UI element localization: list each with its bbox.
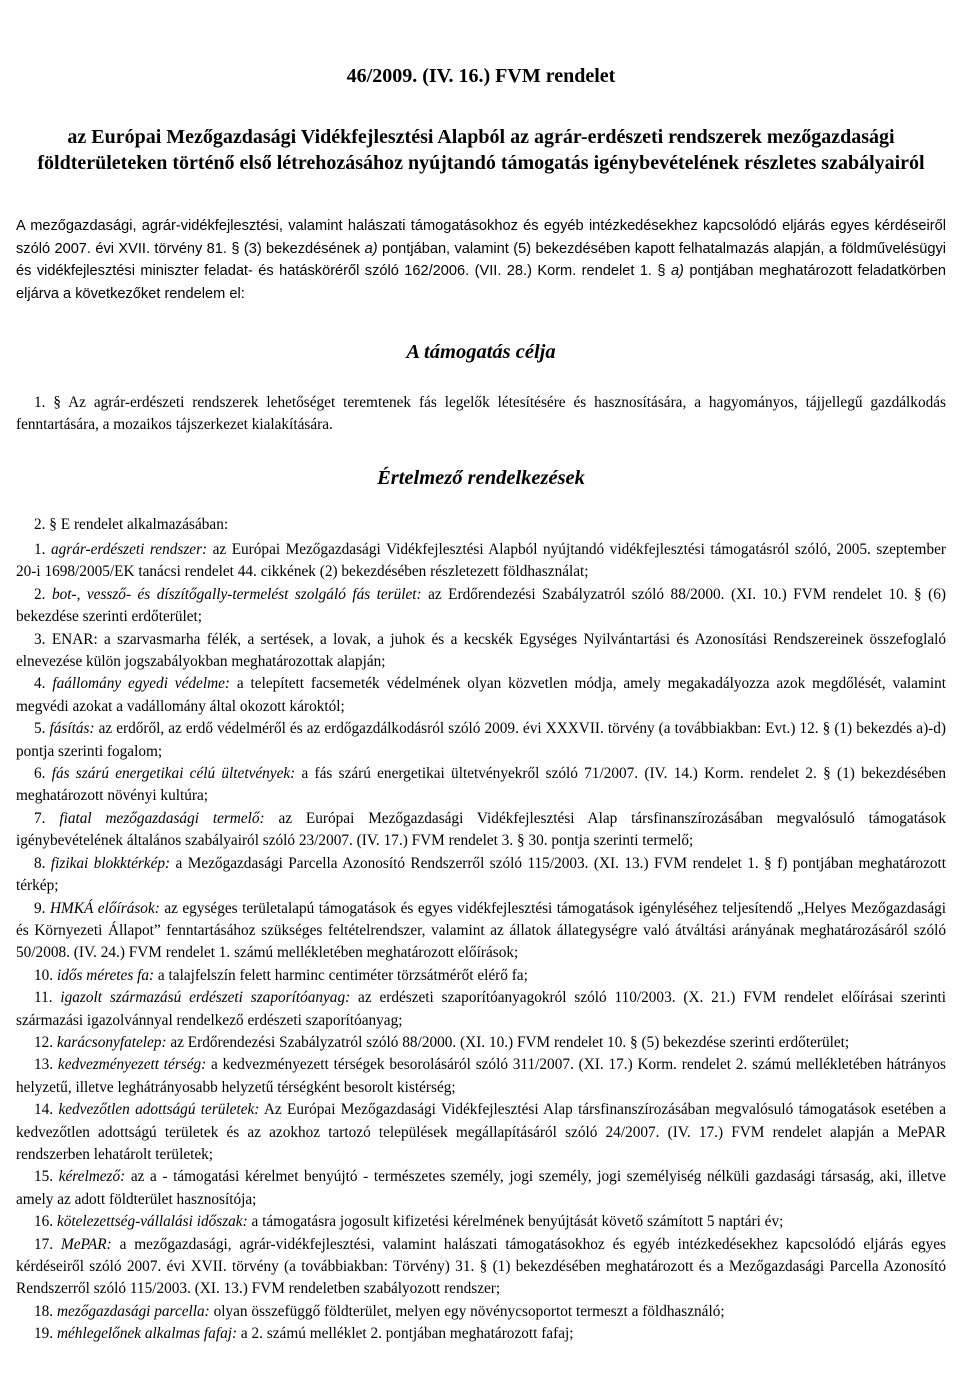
definition-item — [16, 853, 946, 898]
definition-item — [16, 1301, 946, 1323]
definition-text: a 2. számú melléklet 2. pontjában meghatározott fafaj; — [237, 1325, 574, 1343]
definition-text: ENAR: a szarvasmarha félék, a sertések, a lovak, a juhok és a kecskék Egységes Nyilvántartási és Azonosítási Rendszereinek összefoglaló elnevezése külön jogszabályokban meghatározottak alapján; — [16, 630, 947, 671]
definition-term: idős méretes fa: — [56, 966, 155, 984]
definition-term: kedvezményezett térség: — [57, 1056, 207, 1074]
definition-item — [16, 1234, 946, 1301]
definition-number: 16. — [34, 1213, 57, 1231]
definition-item — [16, 1032, 946, 1054]
section-heading-definitions: Értelmező rendelkezések — [377, 467, 585, 489]
definition-number: 6. — [34, 765, 52, 783]
definition-item — [16, 629, 946, 674]
definition-item — [16, 1054, 946, 1099]
definition-number: 4. — [34, 675, 53, 693]
definition-number: 10. — [34, 966, 57, 984]
definition-term: agrár-erdészeti rendszer: — [50, 541, 208, 558]
definition-item — [16, 1211, 946, 1233]
definition-number: 3. — [34, 630, 52, 648]
definition-item — [16, 1323, 946, 1345]
definition-term: kedvezőtlen adottságú területek: — [58, 1101, 260, 1119]
document-title: 46/2009. (IV. 16.) FVM rendelet — [346, 65, 616, 87]
preamble-text: pontjában meghatározott feladatkörben eljárva a következőket rendelem el: — [16, 263, 946, 302]
definition-item — [16, 898, 946, 965]
definition-number: 14. — [34, 1101, 59, 1119]
definition-number: 5. — [34, 720, 50, 738]
definition-item — [16, 673, 946, 718]
definition-number: 12. — [34, 1033, 57, 1051]
definition-item — [16, 965, 946, 987]
definition-term: igazolt származású erdészeti szaporítóanyag: — [60, 989, 351, 1007]
definition-text: a talajfelszín felett harminc centiméter törzsátmérőt elérő fa; — [154, 966, 528, 984]
definition-term: kötelezettség-vállalási időszak: — [56, 1213, 248, 1231]
definition-term: fiatal mezőgazdasági termelő: — [59, 809, 265, 827]
section-1-text: 1. § Az agrár-erdészeti rendszerek lehetőséget teremtenek fás legelők létesítésére és hasznosítására, a hagyományos, tájjellegű gazdálkodás fenntartására, a mozaikos tájszerkezet kialakítására. — [16, 394, 946, 434]
definition-text: a támogatásra jogosult kifizetési kérelmének benyújtását követő számított 5 naptári év; — [247, 1213, 784, 1231]
definition-number: 19. — [34, 1325, 57, 1343]
definition-number: 13. — [34, 1056, 58, 1074]
definition-text: az Európai Mezőgazdasági Vidékfejlesztési Alap társfinanszírozásában megvalósuló támogatások igénybevételének általános szabályairól szóló 23/2007. (IV. 17.) FVM rendelet 3. § 30. pontja szerinti termelő; — [16, 809, 946, 850]
definition-text: az a - támogatási kérelmet benyújtó - természetes személy, jogi személy, jogi személyiség nélküli gazdasági társaság, aki, illetve amely az adott földterület hasznosítója; — [16, 1168, 946, 1208]
definition-number: 1. — [34, 541, 51, 558]
definition-term: fás szárú energetikai célú ültetvények: — [51, 765, 296, 783]
definition-item — [16, 1099, 946, 1166]
definition-text: az erdőről, az erdő védelméről és az erdőgazdálkodásról szóló 2009. évi XXXVII. törvény (a továbbiakban: Evt.) 12. § (1) bekezdés a)-d) pontja szerinti fogalom; — [16, 720, 947, 760]
definition-text: olyan összefüggő földterület, melyen egy növénycsoportot termeszt a földhasználó; — [209, 1302, 725, 1320]
definitions-list — [16, 539, 946, 1346]
preamble — [16, 215, 946, 305]
definition-number: 11. — [34, 989, 61, 1007]
preamble-point-ref: a) — [670, 263, 684, 280]
definition-text: a fás szárú energetikai ültetvényekről szóló 71/2007. (IV. 14.) Korm. rendelet 2. § (1) bekezdésében meghatározott növényi kultúra; — [16, 765, 946, 805]
definition-number: 2. — [34, 585, 52, 603]
definition-term: méhlegelőnek alkalmas fafaj: — [56, 1325, 238, 1343]
preamble-text: pontjában, valamint (5) bekezdésében kapott felhatalmazás alapján, a földművelésügyi és vidékfejlesztési miniszter feladat- és hatásköréről szóló 162/2006. (VII. 28.) Korm. rendelet 1. § — [16, 240, 946, 280]
definition-term: kérelmező: — [58, 1168, 126, 1186]
definition-text: az Európai Mezőgazdasági Vidékfejlesztési Alapból nyújtandó vidékfejlesztési támogatásról szóló, 2005. szeptember 20-i 1698/2005/EK tanácsi rendelet 44. cikkének (2) bekezdésében részletezett földhasználat; — [16, 541, 946, 581]
definition-text: az egységes területalapú támogatások és egyes vidékfejlesztési támogatások igényléséhez teljesítendő „Helyes Mezőgazdasági és Környezeti Állapot” fenntartásához szükséges feltételrendszer, valamint az állatok állategységre való átváltási arányának meghatározásáról szóló 50/2008. (IV. 24.) FVM rendelet 1. számú mellékletében meghatározott előírások; — [16, 899, 947, 962]
definition-number: 7. — [34, 809, 60, 827]
definition-term: MePAR: — [61, 1235, 112, 1253]
definition-term: bot-, vessző- és díszítőgally-termelést szolgáló fás terület: — [51, 585, 422, 603]
definition-item — [16, 539, 946, 584]
definition-text: az erdészeti szaporítóanyagokról szóló 110/2003. (X. 21.) FVM rendelet előírásai szerinti származási igazolvánnyal rendelkező erdészeti szaporítóanyag; — [16, 989, 946, 1029]
section-heading-purpose: A támogatás célja — [406, 341, 556, 363]
definition-term: faállomány egyedi védelme: — [52, 675, 231, 693]
definition-item — [16, 987, 946, 1032]
definition-term: HMKÁ előírások: — [49, 899, 160, 917]
preamble-text: A mezőgazdasági, agrár-vidékfejlesztési, valamint halászati támogatásokhoz és egyéb intézkedésekhez kapcsolódó eljárás egyes kérdéseiről szóló 2007. évi XVII. törvény 81. § (3) bekezdésének — [16, 218, 946, 257]
definition-term: fásítás: — [49, 720, 95, 738]
definition-text: a telepített facsemeték védelmének olyan közvetlen módja, amely megakadályozza azok megdőlését, valamint megvédi azokat a vadállomány által okozott károktól; — [16, 675, 947, 715]
definition-term: karácsonyfatelep: — [56, 1033, 167, 1051]
definition-text: Az Európai Mezőgazdasági Vidékfejlesztési Alap társfinanszírozásában megvalósuló támogatások esetében a kedvezőtlen adottságú területek és az azokhoz tartozó települések megállapításáról szóló 24/2007. (IV. 17.) FVM rendelet alapján a MePAR rendszerben lehatárolt területek; — [16, 1101, 946, 1163]
definition-text: a Mezőgazdasági Parcella Azonosító Rendszerről szóló 115/2003. (XI. 13.) FVM rendelet 1. § f) pontjában meghatározott térkép; — [16, 854, 947, 895]
definition-number: 17. — [34, 1235, 62, 1253]
definition-number: 9. — [34, 899, 50, 917]
definition-text: az Erdőrendezési Szabályzatról szóló 88/2000. (XI. 10.) FVM rendelet 10. § (6) bekezdése szerinti erdőterület; — [16, 585, 947, 626]
definition-item — [16, 808, 946, 853]
section-2-intro: 2. § E rendelet alkalmazásában: — [34, 516, 229, 533]
definition-term: mezőgazdasági parcella: — [56, 1302, 210, 1320]
definition-item — [16, 584, 946, 629]
definition-number: 15. — [34, 1168, 59, 1186]
document-subtitle: az Európai Mezőgazdasági Vidékfejlesztési Alapból az agrár-erdészeti rendszerek mezőgazdasági földterületeken történő első létrehozásához nyújtandó támogatás igénybevételének részletes szabályairól — [37, 126, 925, 174]
preamble-point-ref: a) — [364, 240, 378, 257]
definition-text: a kedvezményezett térségek besorolásáról szóló 311/2007. (XI. 17.) Korm. rendelet 2. számú mellékletében hátrányos helyzetű, illetve leghátrányosabb helyzetű térségként besorolt kistérség; — [16, 1056, 946, 1096]
definition-number: 18. — [34, 1302, 57, 1320]
definition-term: fizikai blokktérkép: — [50, 854, 171, 872]
definition-item — [16, 763, 946, 808]
definition-item — [16, 1166, 946, 1211]
definition-item — [16, 718, 946, 763]
definition-text: az Erdőrendezési Szabályzatról szóló 88/2000. (XI. 10.) FVM rendelet 10. § (5) bekezdése szerinti erdőterület; — [166, 1033, 850, 1051]
definition-number: 8. — [34, 854, 51, 872]
definition-text: a mezőgazdasági, agrár-vidékfejlesztési, valamint halászati támogatásokhoz és egyéb intézkedésekhez kapcsolódó eljárás egyes kérdéseiről szóló 2007. évi XVII. törvény (a továbbiakban: Törvény) 31. § (1) bekezdésében meghatározott és a Mezőgazdasági Parcella Azonosító Rendszerről szóló 115/2003. (XI. 13.) FVM rendeletben szabályozott rendszer; — [16, 1235, 946, 1298]
